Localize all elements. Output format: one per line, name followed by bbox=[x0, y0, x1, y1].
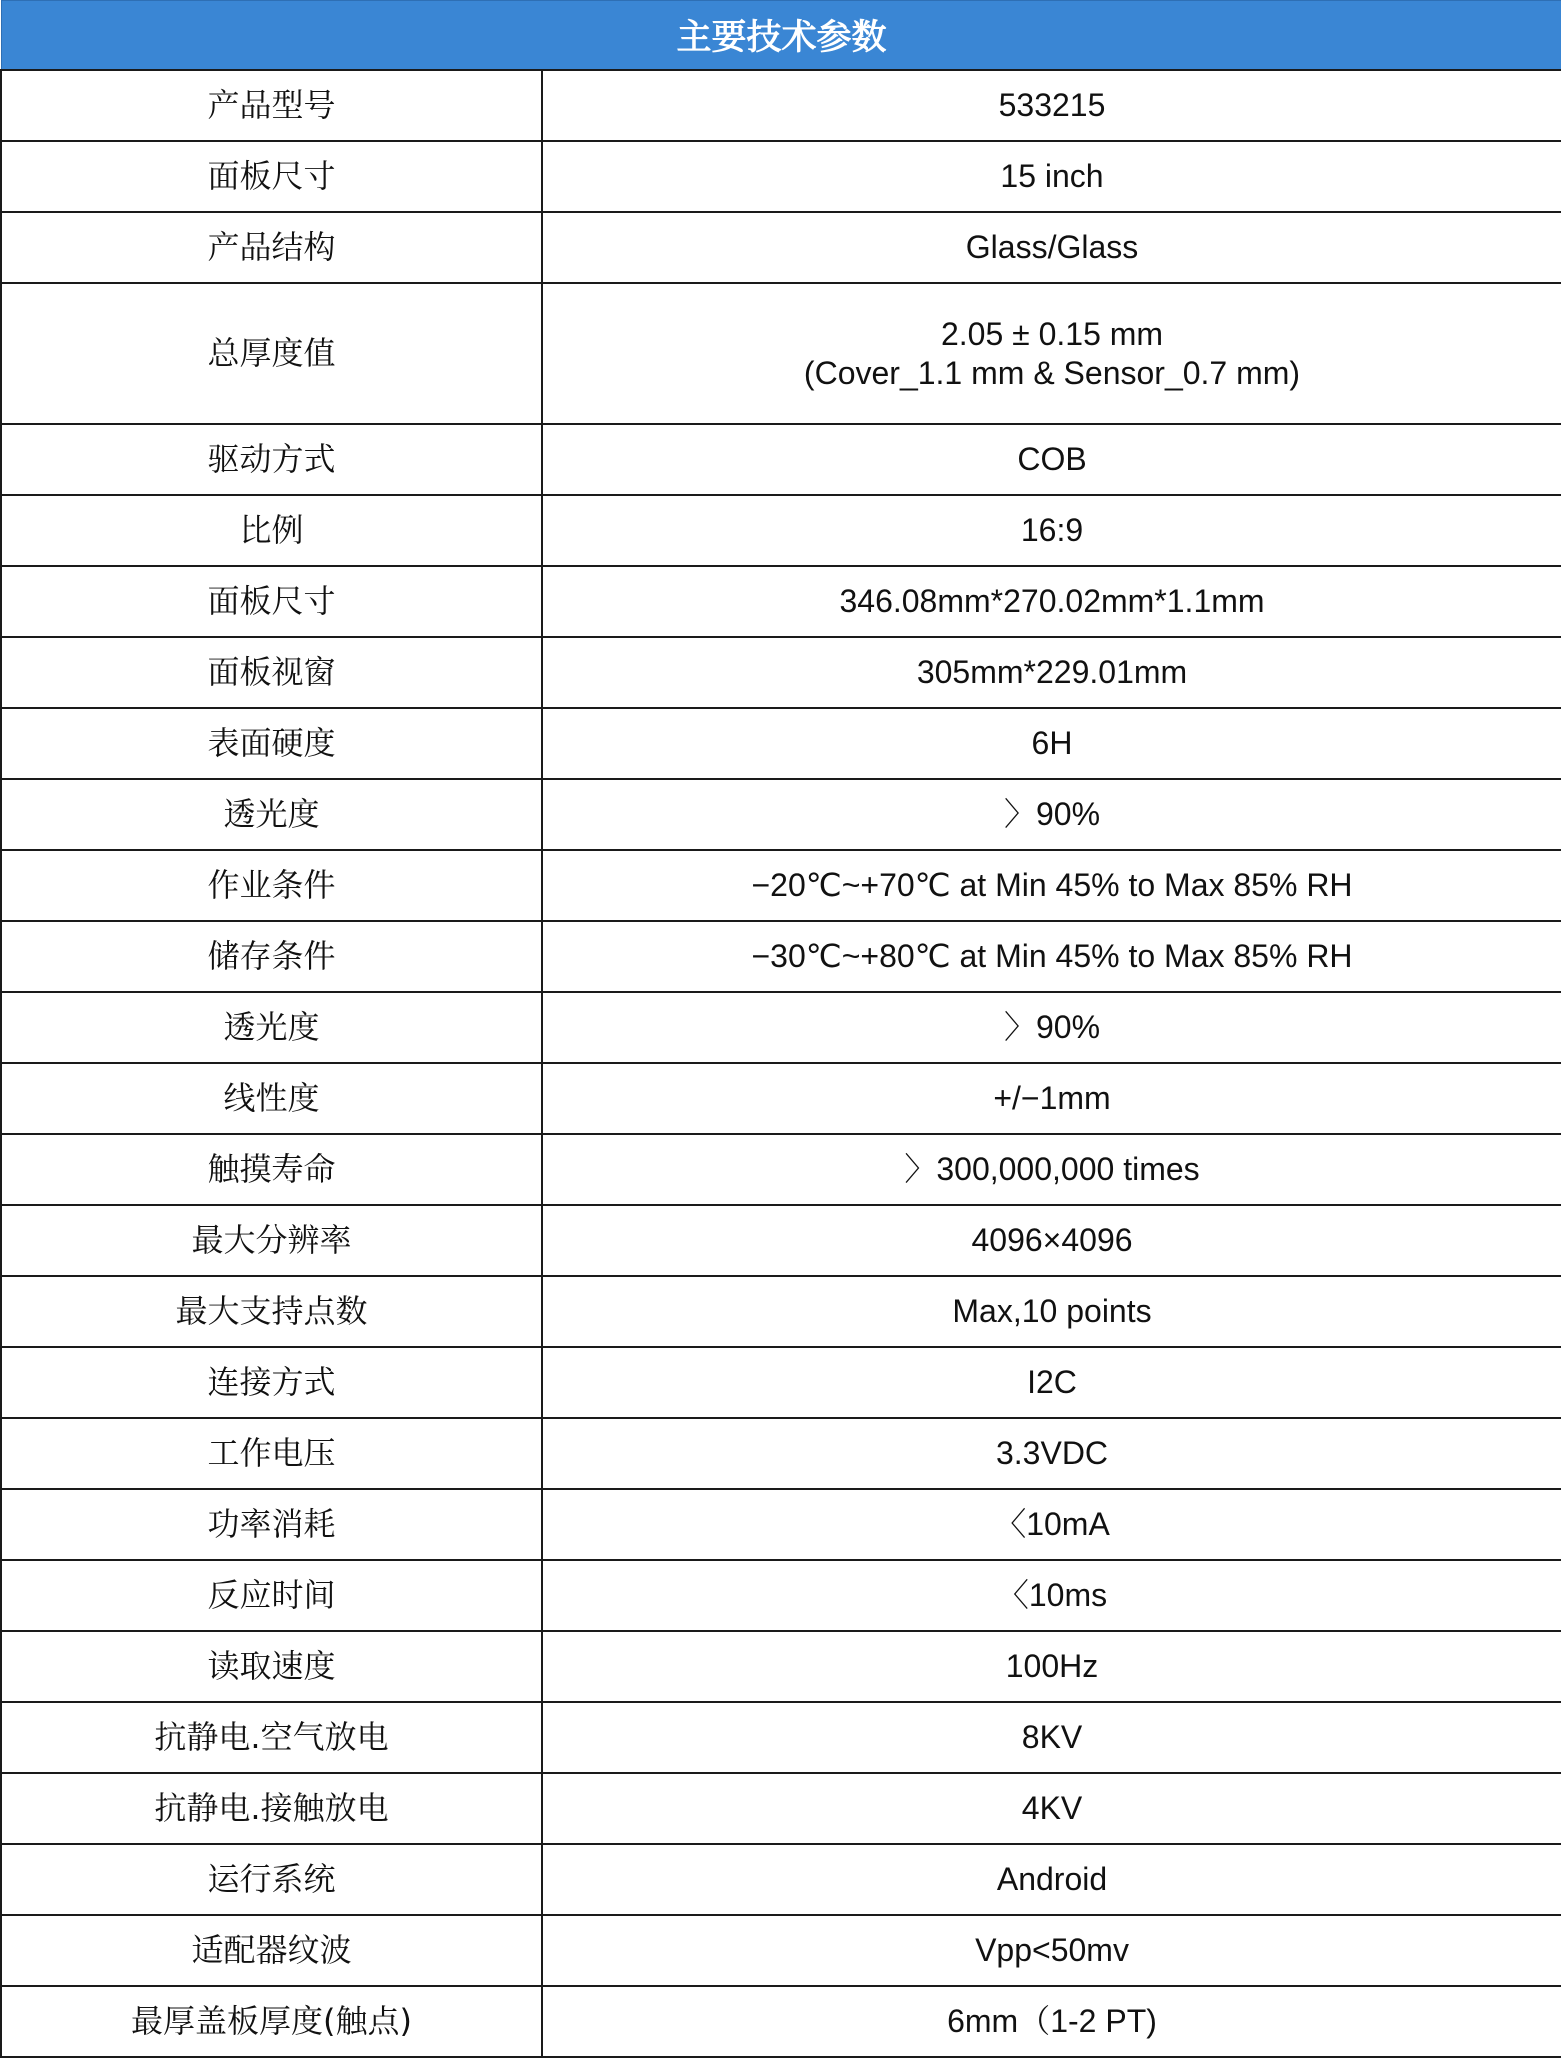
spec-value: 〈10mA bbox=[542, 1489, 1561, 1560]
spec-label: 产品型号 bbox=[1, 70, 542, 141]
spec-label: 最大分辨率 bbox=[1, 1205, 542, 1276]
table-row bbox=[1, 495, 1561, 566]
spec-value: 15 inch bbox=[542, 141, 1561, 212]
spec-label: 透光度 bbox=[1, 779, 542, 850]
spec-value: 4096×4096 bbox=[542, 1205, 1561, 1276]
spec-label: 面板视窗 bbox=[1, 637, 542, 708]
spec-label: 最厚盖板厚度(触点) bbox=[1, 1986, 542, 2057]
table-row bbox=[1, 1773, 1561, 1844]
table-row bbox=[1, 424, 1561, 495]
spec-label: 最大支持点数 bbox=[1, 1276, 542, 1347]
spec-value: 4KV bbox=[542, 1773, 1561, 1844]
table-row bbox=[1, 70, 1561, 141]
table-row bbox=[1, 1489, 1561, 1560]
table-row bbox=[1, 850, 1561, 921]
table-row bbox=[1, 1276, 1561, 1347]
table-row bbox=[1, 566, 1561, 637]
table-row bbox=[1, 1347, 1561, 1418]
spec-label: 抗静电.空气放电 bbox=[1, 1702, 542, 1773]
spec-label: 线性度 bbox=[1, 1063, 542, 1134]
spec-value: −20℃~+70℃ at Min 45% to Max 85% RH bbox=[542, 850, 1561, 921]
table-row bbox=[1, 1063, 1561, 1134]
spec-label: 运行系统 bbox=[1, 1844, 542, 1915]
spec-label: 适配器纹波 bbox=[1, 1915, 542, 1986]
spec-value: 2.05 ± 0.15 mm (Cover_1.1 mm & Sensor_0.7 mm) bbox=[542, 283, 1561, 424]
spec-value: Android bbox=[542, 1844, 1561, 1915]
spec-value: 8KV bbox=[542, 1702, 1561, 1773]
spec-label: 功率消耗 bbox=[1, 1489, 542, 1560]
spec-value: Glass/Glass bbox=[542, 212, 1561, 283]
table-row bbox=[1, 1915, 1561, 1986]
spec-label: 连接方式 bbox=[1, 1347, 542, 1418]
spec-label: 表面硬度 bbox=[1, 708, 542, 779]
spec-label: 抗静电.接触放电 bbox=[1, 1773, 542, 1844]
spec-label: 透光度 bbox=[1, 992, 542, 1063]
table-row bbox=[1, 1205, 1561, 1276]
table-row bbox=[1, 212, 1561, 283]
spec-value: +/−1mm bbox=[542, 1063, 1561, 1134]
table-row bbox=[1, 921, 1561, 992]
table-row bbox=[1, 1702, 1561, 1773]
table-row bbox=[1, 779, 1561, 850]
spec-label: 反应时间 bbox=[1, 1560, 542, 1631]
spec-label: 触摸寿命 bbox=[1, 1134, 542, 1205]
spec-value: Vpp<50mv bbox=[542, 1915, 1561, 1986]
spec-value: 〈10ms bbox=[542, 1560, 1561, 1631]
spec-value: Max,10 points bbox=[542, 1276, 1561, 1347]
spec-label: 驱动方式 bbox=[1, 424, 542, 495]
spec-label: 储存条件 bbox=[1, 921, 542, 992]
spec-label: 读取速度 bbox=[1, 1631, 542, 1702]
table-row bbox=[1, 1986, 1561, 2057]
spec-value: I2C bbox=[542, 1347, 1561, 1418]
spec-value: 533215 bbox=[542, 70, 1561, 141]
spec-label: 工作电压 bbox=[1, 1418, 542, 1489]
spec-label: 面板尺寸 bbox=[1, 141, 542, 212]
table-row bbox=[1, 283, 1561, 424]
spec-value: 16:9 bbox=[542, 495, 1561, 566]
spec-value: 〉90% bbox=[542, 992, 1561, 1063]
table-row bbox=[1, 1631, 1561, 1702]
spec-label: 产品结构 bbox=[1, 212, 542, 283]
table-title: 主要技术参数 bbox=[1, 1, 1561, 71]
table-row bbox=[1, 708, 1561, 779]
spec-value: 〉300,000,000 times bbox=[542, 1134, 1561, 1205]
table-row bbox=[1, 1418, 1561, 1489]
spec-table-header bbox=[1, 1, 1561, 71]
spec-label: 总厚度值 bbox=[1, 283, 542, 424]
spec-value: 3.3VDC bbox=[542, 1418, 1561, 1489]
spec-value: 100Hz bbox=[542, 1631, 1561, 1702]
spec-value: −30℃~+80℃ at Min 45% to Max 85% RH bbox=[542, 921, 1561, 992]
spec-value: 6mm（1-2 PT) bbox=[542, 1986, 1561, 2057]
spec-value: 305mm*229.01mm bbox=[542, 637, 1561, 708]
spec-label: 作业条件 bbox=[1, 850, 542, 921]
spec-value: 〉90% bbox=[542, 779, 1561, 850]
spec-value: 6H bbox=[542, 708, 1561, 779]
spec-label: 面板尺寸 bbox=[1, 566, 542, 637]
table-row bbox=[1, 1560, 1561, 1631]
table-row bbox=[1, 1134, 1561, 1205]
spec-value: COB bbox=[542, 424, 1561, 495]
table-row bbox=[1, 141, 1561, 212]
spec-value: 346.08mm*270.02mm*1.1mm bbox=[542, 566, 1561, 637]
table-row bbox=[1, 1844, 1561, 1915]
spec-table-body bbox=[1, 70, 1561, 2057]
spec-label: 比例 bbox=[1, 495, 542, 566]
table-row bbox=[1, 992, 1561, 1063]
table-row bbox=[1, 637, 1561, 708]
